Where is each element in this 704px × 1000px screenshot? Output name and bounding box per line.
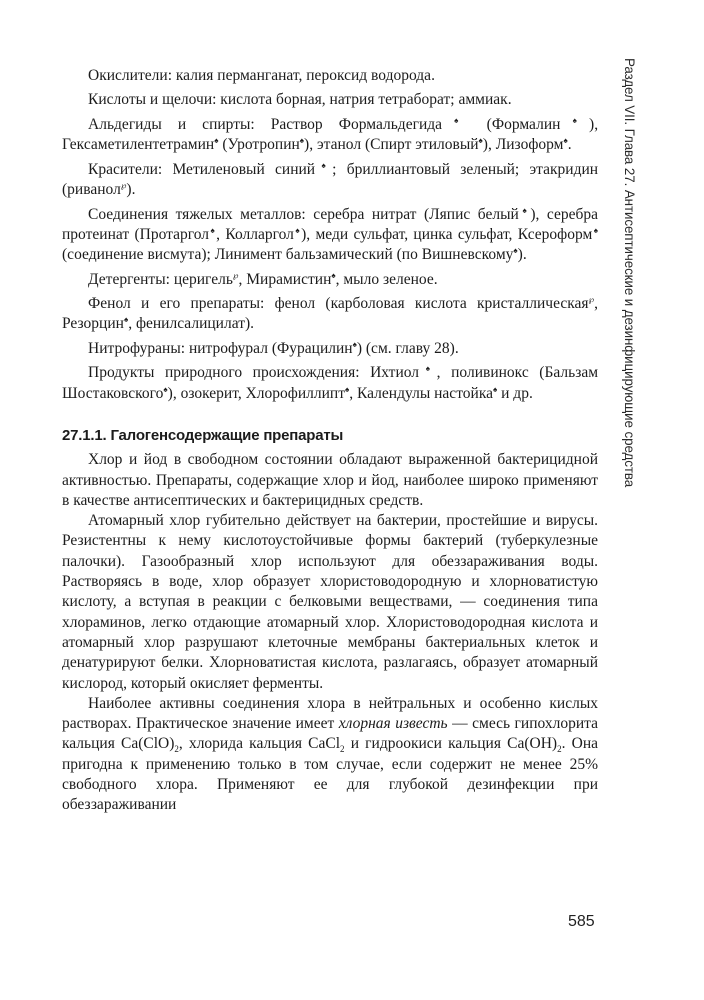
text-run: . Она пригодна к применению только в том случае, если содержит не менее 25% свободного хлора. Применяют ее для глубокой дезинфекции при обеззараживании: [62, 735, 598, 814]
text-run: — смесь гипохлорита кальция Ca(ClO): [62, 715, 598, 753]
trademark-mark: ♠: [592, 225, 598, 235]
trademark-mark: ♠: [299, 136, 305, 146]
trademark-mark: ♠: [315, 160, 333, 170]
trademark-mark: ♠: [352, 339, 357, 349]
trademark-mark: ♠: [560, 115, 590, 125]
running-header: [619, 58, 639, 658]
trademark-mark: ♠: [419, 364, 437, 374]
trademark-mark: ♠: [493, 384, 498, 394]
group-phenols: Фенол и его препараты: фенол (карболовая кислота кристаллическая℘, Резорцин♠, фенилсалицилат).: [62, 294, 598, 333]
text-run: , хлорида кальция CaCl: [178, 735, 341, 753]
trademark-mark: ♠: [442, 115, 471, 125]
trademark-mark: ℘: [232, 270, 239, 280]
trademark-mark: ℘: [120, 180, 127, 190]
paragraph-atomic-chlorine: Атомарный хлор губительно действует на бактерии, простейшие и вирусы. Резистентны к нему кислотоустойчивые формы бактерий (туберкулезные палочки). Газообразный хлор используют для обеззараживания воды. Растворяясь в воде, хлор образует хлористоводородную и хлорноватистую кислоту, а вступая в реакции с белковыми веществами, — соединения типа хлораминов, легко отдающие атомарный хлор. Хлористоводородная кислота и атомарный хлор разрушают клеточные мембраны бактериальных клеток и денатурируют белки. Хлорноватистая кислота, разлагаясь, образует атомарный кислород, который окисляет ферменты.: [62, 512, 598, 692]
trademark-mark: ♠: [293, 225, 302, 235]
group-heavy-metals: Соединения тяжелых металлов: серебра нитрат (Ляпис белый♠), серебра протеинат (Протаргол♠, Колларгол♠), меди сульфат, цинка сульфат, Ксероформ♠ (соединение висмута); Линимент бальзамический (по Вишневскому♠).: [62, 205, 598, 264]
trademark-mark: ♠: [123, 315, 129, 325]
trademark-mark: ♠: [344, 384, 350, 394]
group-detergents: Детергенты: церигель℘, Мирамистин♠, мыло зеленое.: [88, 270, 438, 288]
trademark-mark: ♠: [209, 225, 217, 235]
trademark-mark: ♠: [513, 245, 518, 255]
subscript: 2: [557, 744, 562, 755]
subscript: 2: [174, 744, 179, 755]
page-body: [62, 66, 598, 816]
running-header-text: Раздел VII. Глава 27. Антисептические и дезинфицирующие средства: [622, 58, 637, 488]
paragraph-chlorinated-lime: [62, 694, 598, 816]
text-run: Наиболее активны соединения хлора в нейтральных и особенно кислых растворах. Практическое значение имеет: [62, 694, 598, 733]
group-nitrofurans: Нитрофураны: нитрофурал (Фурацилин♠) (см. главу 28).: [88, 339, 459, 357]
trademark-mark: ℘: [588, 294, 595, 304]
trademark-mark: ♠: [331, 270, 336, 280]
trademark-mark: ♠: [163, 384, 168, 394]
group-natural-products: Продукты природного происхождения: Ихтиол♠, поливинокс (Бальзам Шостаковского♠), озокерит, Хлорофиллипт♠, Календулы настойка♠ и др.: [62, 364, 599, 402]
group-acids-alkalis: Кислоты и щелочи: кислота борная, натрия тетраборат; аммиак.: [88, 91, 512, 109]
group-oxidizers: Окислители: калия перманганат, пероксид водорода.: [88, 67, 435, 84]
subscript: 2: [340, 744, 345, 755]
page-number: 585: [568, 913, 595, 930]
term-chlorinated-lime: хлорная известь: [338, 715, 448, 733]
trademark-mark: ♠: [563, 136, 568, 146]
text-run: и гидроокиси кальция Ca(OH): [344, 735, 558, 753]
section-title: 27.1.1. Галогенсодержащие препараты: [62, 426, 344, 444]
group-aldehydes-alcohols: Альдегиды и спирты: Раствор Формальдегида♠ (Формалин♠), Гексаметилентетрамин♠ (Уротропин♠), этанол (Спирт этиловый♠), Лизоформ♠.: [62, 115, 599, 154]
trademark-mark: ♠: [478, 136, 483, 146]
trademark-mark: ♠: [518, 205, 531, 215]
group-dyes: Красители: Метиленовый синий♠; бриллиантовый зеленый; этакридин (риванол℘).: [62, 160, 599, 199]
paragraph-halogens-intro: Хлор и йод в свободном состоянии обладают выраженной бактерицидной активностью. Препараты, содержащие хлор и йод, наиболее широко применяют в качестве антисептических и бактерицидных средств.: [62, 451, 598, 509]
drug-groups-list: [62, 66, 598, 404]
trademark-mark: ♠: [214, 136, 219, 146]
